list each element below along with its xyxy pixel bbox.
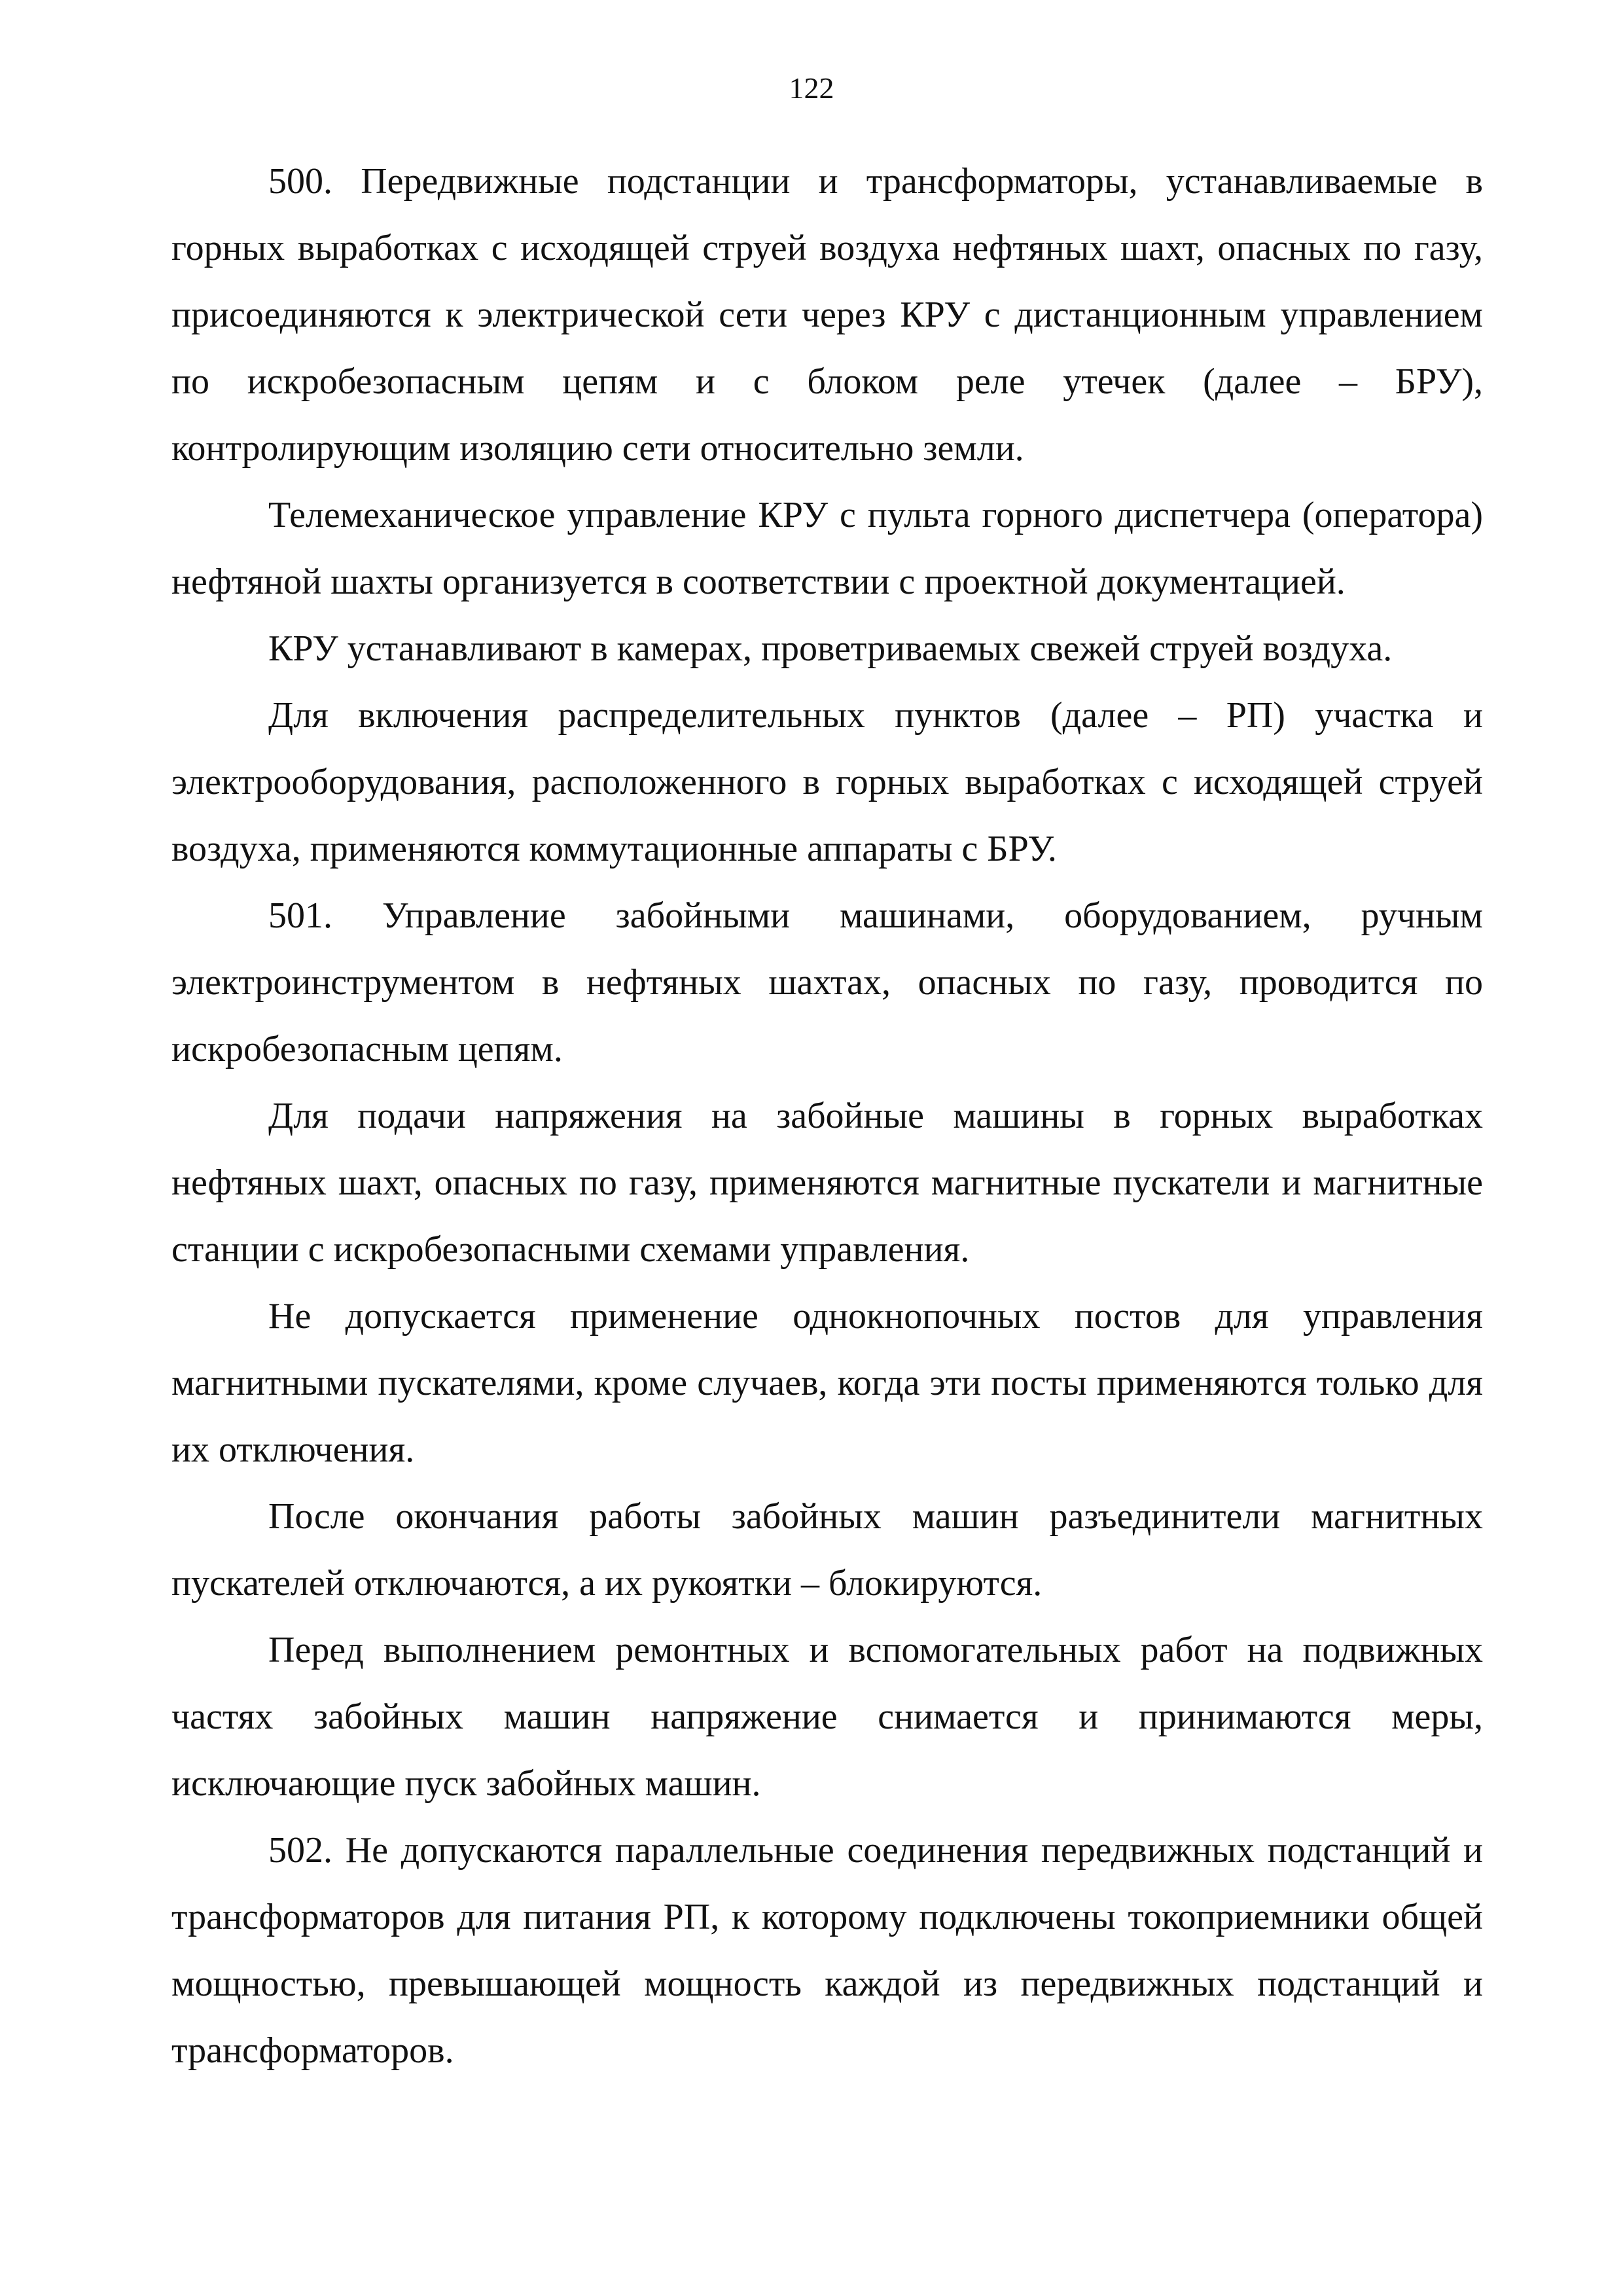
- paragraph-502: 502. Не допускаются параллельные соединения передвижных подстанций и трансформаторов для питания РП, к которому подключены токоприемники общей мощностью, превышающей мощность каждой из передвижных подстанций и трансформаторов.: [171, 1830, 1483, 2071]
- paragraph-501: 501. Управление забойными машинами, оборудованием, ручным электроинструментом в нефтяных шахтах, опасных по газу, проводится по искробезопасным цепям.: [171, 895, 1483, 1069]
- page-number: 122: [789, 71, 834, 105]
- paragraph-after-work: После окончания работы забойных машин разъединители магнитных пускателей отключаются, а их рукоятки – блокируются.: [171, 1496, 1483, 1604]
- paragraph-kru-installation: КРУ устанавливают в камерах, проветриваемых свежей струей воздуха.: [268, 628, 1393, 669]
- document-body: [171, 148, 1483, 2084]
- paragraph-500: 500. Передвижные подстанции и трансформаторы, устанавливаемые в горных выработках с исходящей струей воздуха нефтяных шахт, опасных по газу, присоединяются к электрической сети через КРУ с дистанционным управлением по искробезопасным цепям и с блоком реле утечек (далее – БРУ), контролирующим изоляцию сети относительно земли.: [171, 161, 1483, 469]
- paragraph-single-button-posts: Не допускается применение однокнопочных постов для управления магнитными пускателями, кроме случаев, когда эти посты применяются только для их отключения.: [171, 1296, 1483, 1470]
- paragraph-rp-switching: Для включения распределительных пунктов (далее – РП) участка и электрооборудования, расположенного в горных выработках с исходящей струей воздуха, применяются коммутационные аппараты с БРУ.: [171, 695, 1483, 869]
- paragraph-before-repair: Перед выполнением ремонтных и вспомогательных работ на подвижных частях забойных машин напряжение снимается и принимаются меры, исключающие пуск забойных машин.: [171, 1630, 1483, 1804]
- paragraph-voltage-supply: Для подачи напряжения на забойные машины в горных выработках нефтяных шахт, опасных по газу, применяются магнитные пускатели и магнитные станции с искробезопасными схемами управления.: [171, 1096, 1483, 1270]
- paragraph-telemechanical-control: Телемеханическое управление КРУ с пульта горного диспетчера (оператора) нефтяной шахты организуется в соответствии с проектной документацией.: [171, 495, 1483, 602]
